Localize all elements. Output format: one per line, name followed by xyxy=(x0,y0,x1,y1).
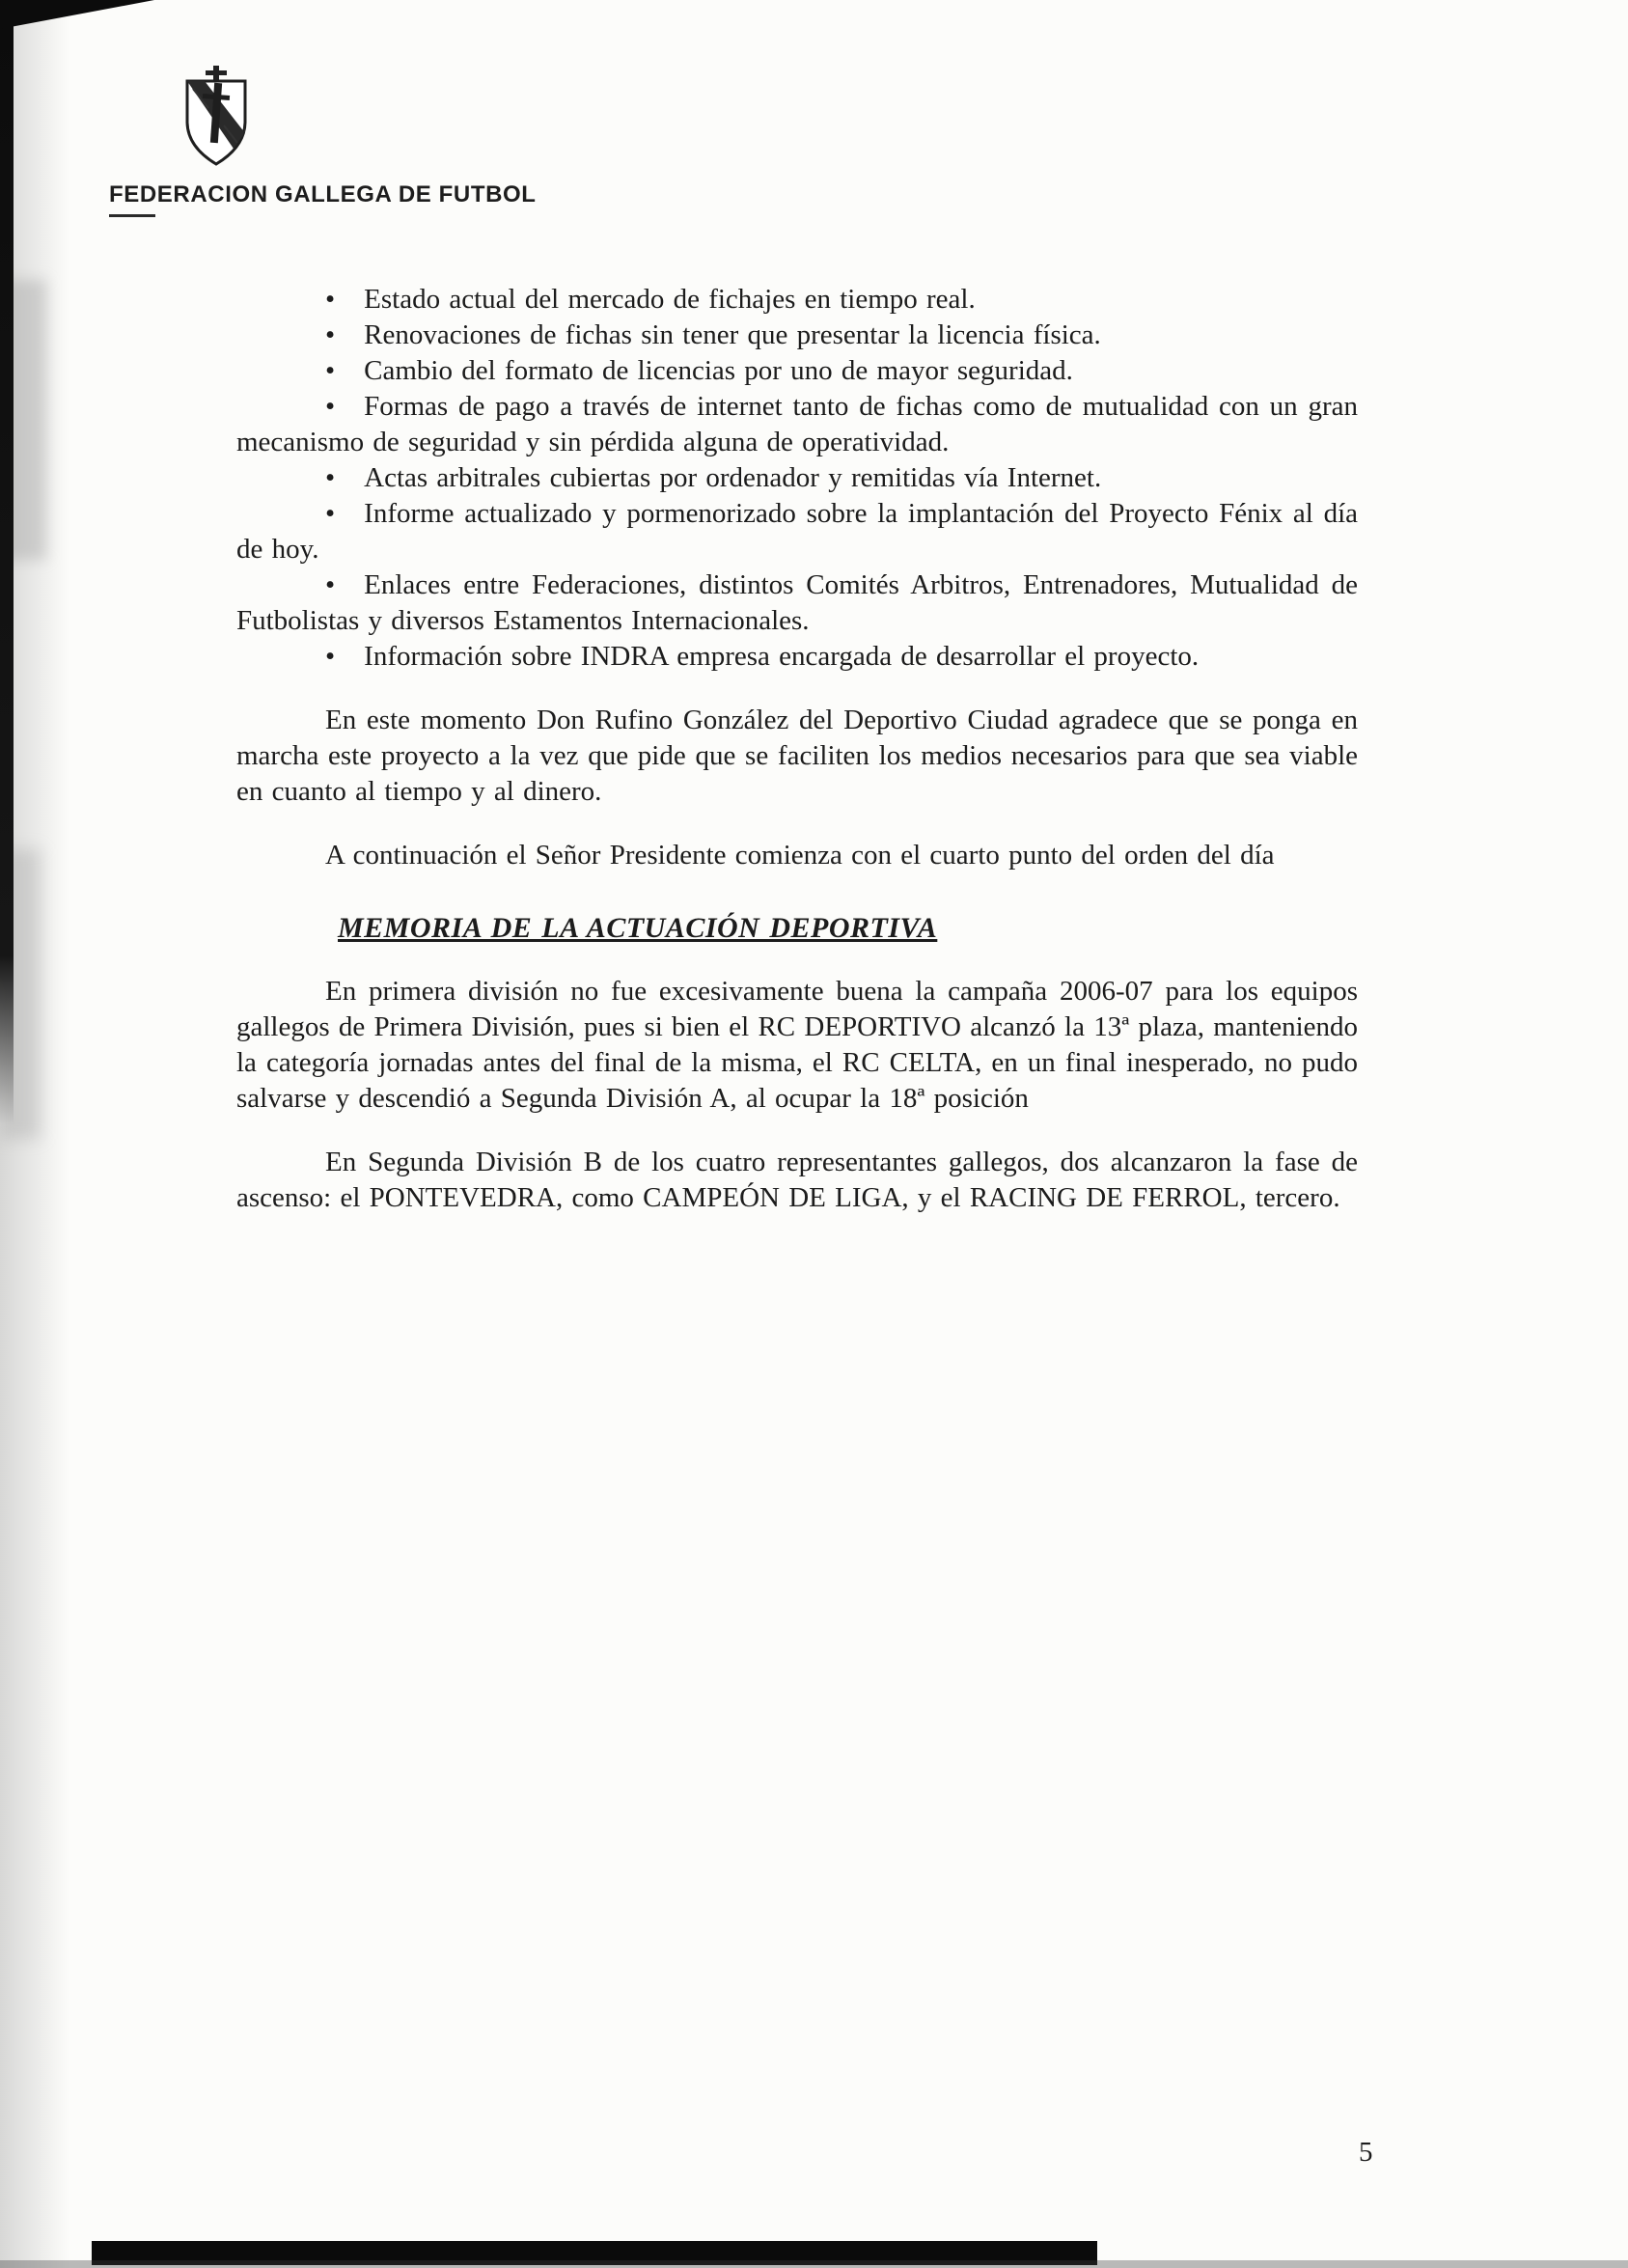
bullet-text: Actas arbitrales cubiertas por ordenador y remitidas vía Internet. xyxy=(364,462,1102,493)
scan-corner-wedge xyxy=(0,0,154,29)
bullet-marker: • xyxy=(325,641,336,672)
organization-name-underline xyxy=(109,214,155,217)
bullet-item xyxy=(236,353,1358,389)
bullet-item xyxy=(236,282,1358,318)
section-heading-memoria: MEMORIA DE LA ACTUACIÓN DEPORTIVA xyxy=(338,912,938,944)
bullet-text: Formas de pago a través de internet tanto de fichas como de mutualidad con un gran mecanismo de seguridad y sin pérdida alguna de operatividad. xyxy=(236,391,1358,457)
bullet-marker: • xyxy=(325,355,336,386)
document-body xyxy=(236,282,1358,1216)
bullet-marker: • xyxy=(325,391,336,422)
federation-crest-icon xyxy=(179,66,253,173)
paragraph-primera-division: En primera división no fue excesivamente buena la campaña 2006-07 para los equipos gallegos de Primera División, pues si bien el RC DEPORTIVO alcanzó la 13ª plaza, manteniendo la categoría jornadas antes del final de la misma, el RC CELTA, en un final inesperado, no pudo salvarse y descendió a Segunda División A, al ocupar la 18ª posición xyxy=(236,976,1358,1114)
paragraph-cuarto-punto: A continuación el Señor Presidente comienza con el cuarto punto del orden del día xyxy=(325,840,1275,871)
bullet-item xyxy=(236,318,1358,353)
scan-edge-strip xyxy=(0,0,14,1124)
bullet-marker: • xyxy=(325,462,336,493)
bullet-text: Informe actualizado y pormenorizado sobre la implantación del Proyecto Fénix al día de hoy. xyxy=(236,498,1358,565)
paragraph-rufino-gonzalez: En este momento Don Rufino González del Deportivo Ciudad agradece que se ponga en marcha este proyecto a la vez que pide que se faciliten los medios necesarios para que sea viable en cuanto al tiempo y al dinero. xyxy=(236,705,1358,807)
bullet-text: Información sobre INDRA empresa encargada de desarrollar el proyecto. xyxy=(364,641,1200,672)
bullet-item xyxy=(236,496,1358,567)
bullet-text: Renovaciones de fichas sin tener que presentar la licencia física. xyxy=(364,319,1101,350)
bullet-text: Estado actual del mercado de fichajes en tiempo real. xyxy=(364,284,976,315)
scan-smudge xyxy=(0,280,46,560)
bullet-marker: • xyxy=(325,319,336,350)
bullet-text: Cambio del formato de licencias por uno de mayor seguridad. xyxy=(364,355,1073,386)
organization-name: FEDERACION GALLEGA DE FUTBOL xyxy=(109,181,537,207)
bullet-item xyxy=(236,460,1358,496)
bullet-text: Enlaces entre Federaciones, distintos Comités Arbitros, Entrenadores, Mutualidad de Futbolistas y diversos Estamentos Internacionales. xyxy=(236,569,1358,636)
bullet-marker: • xyxy=(325,569,336,600)
bullet-marker: • xyxy=(325,284,336,315)
bullet-item xyxy=(236,389,1358,460)
scan-bottom-edge xyxy=(0,2260,1628,2268)
page-number: 5 xyxy=(1359,2137,1373,2168)
bullet-item xyxy=(236,567,1358,639)
scan-left-shading xyxy=(0,0,69,2268)
paragraph-segunda-division: En Segunda División B de los cuatro representantes gallegos, dos alcanzaron la fase de ascenso: el PONTEVEDRA, como CAMPEÓN DE LIGA, y el RACING DE FERROL, tercero. xyxy=(236,1147,1358,1213)
scan-smudge xyxy=(0,849,41,1139)
scan-bottom-bar xyxy=(92,2241,1097,2265)
bullet-item xyxy=(236,639,1358,675)
bullet-marker: • xyxy=(325,498,336,529)
